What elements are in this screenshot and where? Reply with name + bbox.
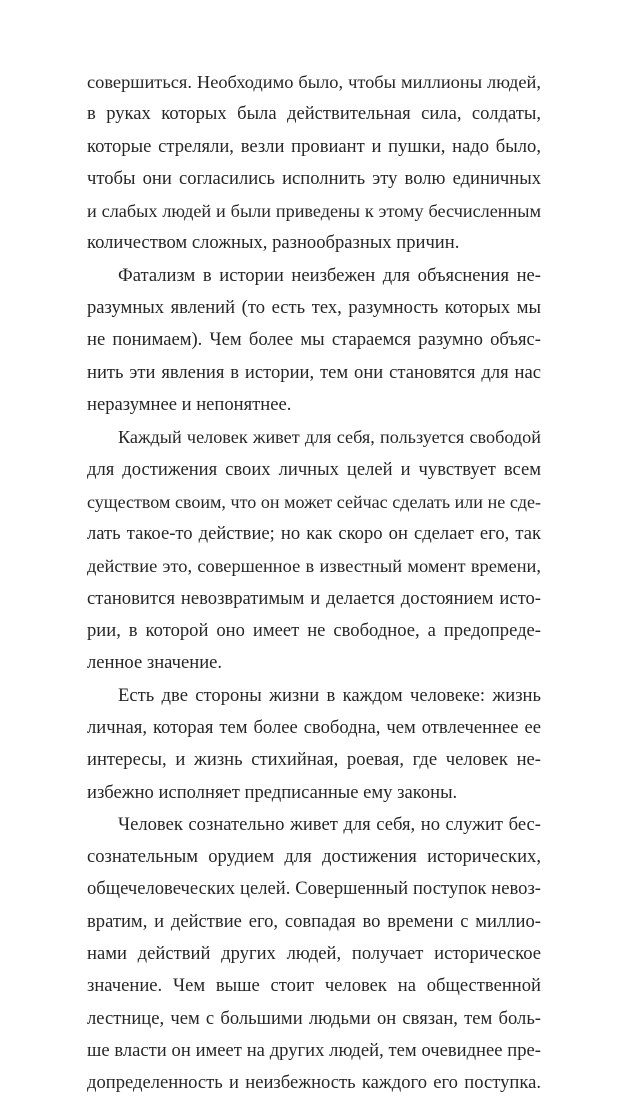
- paragraph: [87, 680, 541, 809]
- text-line: для достижения своих личных целей и чувствует всем: [87, 458, 541, 480]
- text-line: становится невозвратимым и делается достоянием исто-: [87, 587, 541, 609]
- text-line: которые стреляли, везли провиант и пушки, надо было,: [87, 135, 541, 157]
- text-line: количеством сложных, разнообразных причин.: [87, 232, 460, 254]
- text-line: Фатализм в истории неизбежен для объяснения не-: [118, 264, 541, 286]
- text-line: общечеловеческих целей. Совершенный поступок невоз-: [87, 878, 541, 900]
- text-line: интересы, и жизнь стихийная, роевая, где человек не-: [87, 749, 541, 771]
- text-line: сознательным орудием для достижения исторических,: [87, 846, 541, 868]
- text-line: не понимаем). Чем более мы стараемся разумно объяс-: [87, 329, 541, 351]
- text-line: разумных явлений (то есть тех, разумность которых мы: [87, 297, 541, 319]
- text-line: лать такое-то действие; но как скоро он сделает его, так: [87, 523, 541, 545]
- text-line: значение. Чем выше стоит человек на общественной: [87, 975, 541, 997]
- paragraph: [87, 260, 541, 421]
- text-line: нами действий других людей, получает историческое: [87, 943, 541, 965]
- text-line: ленное значение.: [87, 652, 223, 674]
- text-line: личная, которая тем более свободна, чем отвлеченнее ее: [87, 716, 541, 738]
- text-line: избежно исполняет предписанные ему законы.: [87, 781, 458, 803]
- text-line: допределенность и неизбежность каждого его поступка.: [87, 1072, 541, 1094]
- text-line: вратим, и действие его, совпадая во времени с миллио-: [87, 910, 541, 932]
- text-line: нить эти явления в истории, тем они становятся для нас: [87, 361, 541, 383]
- text-line: неразумнее и непонятнее.: [87, 393, 292, 415]
- text-line: лестнице, чем с большими людьми он связан, тем боль-: [87, 1007, 541, 1029]
- paragraph: [87, 421, 541, 679]
- paragraph: [87, 66, 541, 260]
- text-line: рии, в которой оно имеет не свободное, а предопреде-: [87, 620, 541, 642]
- book-page-text: [87, 66, 541, 1100]
- text-line: Каждый человек живет для себя, пользуется свободой: [118, 427, 541, 448]
- text-line: Человек сознательно живет для себя, но служит бес-: [118, 813, 541, 835]
- text-line: чтобы они согласились исполнить эту волю единичных: [87, 167, 541, 189]
- text-line: существом своим, что он может сейчас сделать или не сде-: [87, 491, 541, 512]
- text-line: Есть две стороны жизни в каждом человеке: жизнь: [118, 684, 541, 706]
- text-line: действие это, совершенное в известный момент времени,: [87, 556, 541, 577]
- text-line: ше власти он имеет на других людей, тем очевиднее пре-: [87, 1039, 541, 1061]
- text-line: в руках которых была действительная сила, солдаты,: [87, 103, 541, 125]
- paragraph: [87, 809, 541, 1100]
- text-line: совершиться. Необходимо было, чтобы миллионы людей,: [87, 72, 541, 92]
- text-line: и слабых людей и были приведены к этому бесчисленным: [87, 201, 541, 222]
